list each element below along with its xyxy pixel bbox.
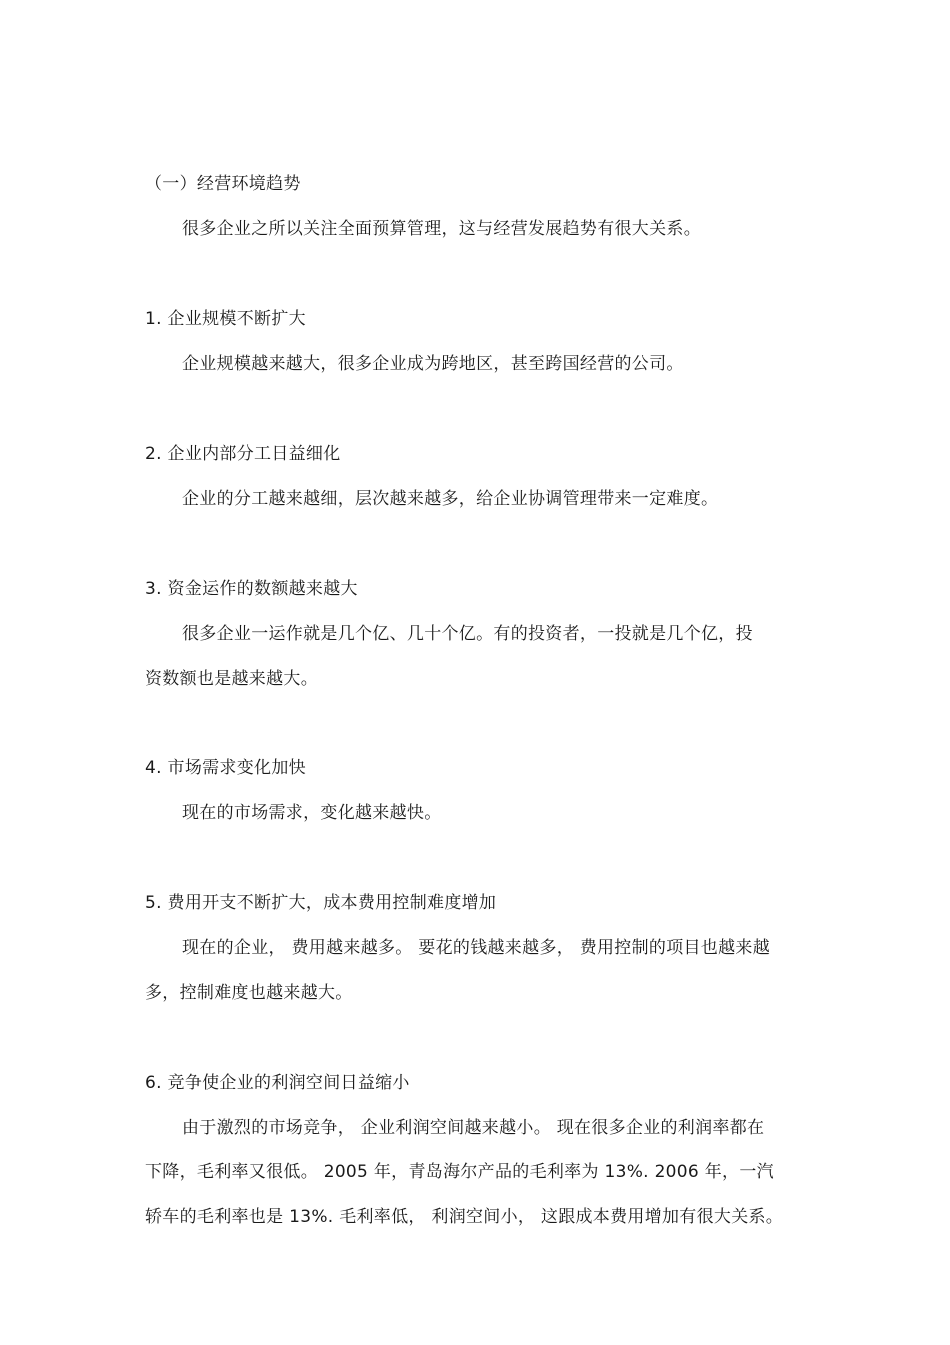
intro-paragraph: 很多企业之所以关注全面预算管理，这与经营发展趋势有很大关系。: [182, 219, 701, 239]
item-3-text-line-2: 资数额也是越来越大。: [145, 669, 318, 689]
item-5-text-line-1: 现在的企业， 费用越来越多。 要花的钱越来越多， 费用控制的项目也越来越: [182, 938, 771, 958]
item-2-heading: 2. 企业内部分工日益细化: [145, 444, 341, 464]
section-title: （一）经营环境趋势: [145, 174, 301, 194]
item-6-text-line-2: 下降，毛利率又很低。 2005 年，青岛海尔产品的毛利率为 13%. 2006 年，一汽: [145, 1162, 774, 1182]
item-1-text: 企业规模越来越大，很多企业成为跨地区，甚至跨国经营的公司。: [182, 354, 684, 374]
item-3-heading: 3. 资金运作的数额越来越大: [145, 579, 358, 599]
item-4-text: 现在的市场需求，变化越来越快。: [182, 803, 442, 823]
item-5-text-line-2: 多，控制难度也越来越大。: [145, 983, 353, 1003]
item-1-heading: 1. 企业规模不断扩大: [145, 309, 306, 329]
item-2-text: 企业的分工越来越细，层次越来越多，给企业协调管理带来一定难度。: [182, 489, 719, 509]
item-4-heading: 4. 市场需求变化加快: [145, 758, 306, 778]
item-6-text-line-3: 轿车的毛利率也是 13%. 毛利率低， 利润空间小， 这跟成本费用增加有很大关系。: [145, 1207, 784, 1227]
item-6-text-line-1: 由于激烈的市场竞争， 企业利润空间越来越小。 现在很多企业的利润率都在: [182, 1118, 765, 1138]
item-3-text-line-1: 很多企业一运作就是几个亿、几十个亿。有的投资者，一投就是几个亿，投: [182, 624, 753, 644]
item-5-heading: 5. 费用开支不断扩大，成本费用控制难度增加: [145, 893, 497, 913]
item-6-heading: 6. 竞争使企业的利润空间日益缩小: [145, 1073, 410, 1093]
